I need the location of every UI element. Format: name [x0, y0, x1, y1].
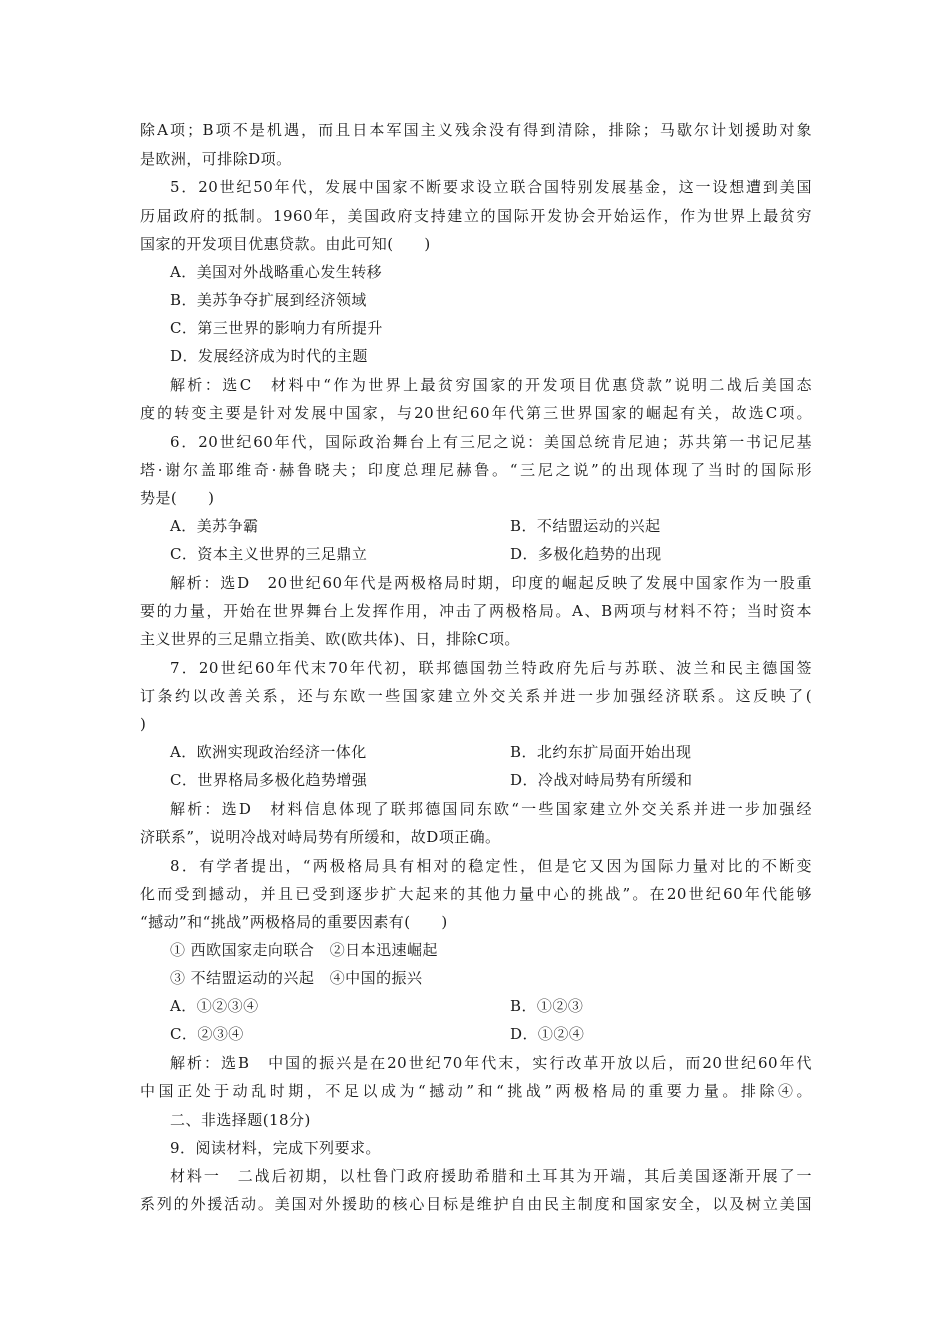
- question-9-stem: 9．阅读材料，完成下列要求。: [170, 1139, 381, 1157]
- option-a: A．美国对外战略重心发生转移: [170, 263, 383, 281]
- text-line: 订条约以改善关系，还与东欧一些国家建立外交关系并进一步加强经济联系。这反映了(: [140, 687, 812, 705]
- text-line: 度的转变主要是针对发展中国家，与20世纪60年代第三世界国家的崛起有关，故选C项。: [140, 404, 812, 422]
- option-a: A．欧洲实现政治经济一体化: [170, 743, 367, 761]
- text-line: 国家的开发项目优惠贷款。由此可知( ): [140, 235, 431, 253]
- option-c: C．②③④: [170, 1025, 244, 1043]
- option-b: B．①②③: [510, 997, 584, 1015]
- option-b: B．美苏争夺扩展到经济领域: [170, 291, 367, 309]
- text-line: 历届政府的抵制。1960年，美国政府支持建立的国际开发协会开始运作，作为世界上最贫穷: [140, 207, 812, 225]
- text-line: “撼动”和“挑战”两极格局的重要因素有( ): [140, 913, 448, 931]
- option-c: C．资本主义世界的三足鼎立: [170, 545, 368, 563]
- text-line: 中国正处于动乱时期，不足以成为“撼动”和“挑战”两极格局的重要力量。排除④。: [140, 1082, 812, 1100]
- statement-line: ③ 不结盟运动的兴起 ④中国的振兴: [170, 969, 423, 987]
- question-8-stem: 8．有学者提出，“两极格局具有相对的稳定性，但是它又因为国际力量对比的不断变: [170, 857, 812, 875]
- text-line: 主义世界的三足鼎立指美、欧(欧共体)、日，排除C项。: [140, 630, 520, 648]
- option-a: A．①②③④: [170, 997, 259, 1015]
- option-c: C．第三世界的影响力有所提升: [170, 319, 383, 337]
- text-line: 化而受到撼动，并且已受到逐步扩大起来的其他力量中心的挑战”。在20世纪60年代能够: [140, 885, 812, 903]
- analysis-7: 解析：选D 材料信息体现了联邦德国同东欧“一些国家建立外交关系并进一步加强经: [170, 800, 812, 818]
- text-line: 要的力量，开始在世界舞台上发挥作用，冲击了两极格局。A、B两项与材料不符；当时资本: [140, 602, 812, 620]
- section-heading: 二、非选择题(18分): [170, 1111, 311, 1129]
- text-line: 塔·谢尔盖耶维奇·赫鲁晓夫；印度总理尼赫鲁。“三尼之说”的出现体现了当时的国际形: [140, 461, 812, 479]
- text-line: 势是( ): [140, 489, 215, 507]
- option-d: D．多极化趋势的出现: [510, 545, 662, 563]
- option-c: C．世界格局多极化趋势增强: [170, 771, 368, 789]
- question-7-stem: 7．20世纪60年代末70年代初，联邦德国勃兰特政府先后与苏联、波兰和民主德国签: [170, 659, 812, 677]
- analysis-8: 解析：选B 中国的振兴是在20世纪70年代末，实行改革开放以后，而20世纪60年代: [170, 1054, 812, 1072]
- option-a: A．美苏争霸: [170, 517, 259, 535]
- text-line: 系列的外援活动。美国对外援助的核心目标是维护自由民主制度和国家安全，以及树立美国: [140, 1195, 812, 1213]
- option-d: D．①②④: [510, 1025, 585, 1043]
- material-1: 材料一 二战后初期，以杜鲁门政府援助希腊和土耳其为开端，其后美国逐渐开展了一: [170, 1167, 812, 1185]
- option-b: B．不结盟运动的兴起: [510, 517, 661, 535]
- option-d: D．发展经济成为时代的主题: [170, 347, 368, 365]
- text-line: 是欧洲，可排除D项。: [140, 150, 292, 168]
- analysis-5: 解析：选C 材料中“作为世界上最贫穷国家的开发项目优惠贷款”说明二战后美国态: [170, 376, 812, 394]
- question-6-stem: 6．20世纪60年代，国际政治舞台上有三尼之说：美国总统肯尼迪；苏共第一书记尼基: [170, 433, 812, 451]
- analysis-6: 解析：选D 20世纪60年代是两极格局时期，印度的崛起反映了发展中国家作为一股重: [170, 574, 812, 592]
- text-line: 除A项；B项不是机遇，而且日本军国主义残余没有得到清除，排除；马歇尔计划援助对象: [140, 121, 812, 139]
- question-5-stem: 5．20世纪50年代，发展中国家不断要求设立联合国特别发展基金，这一设想遭到美国: [170, 178, 812, 196]
- option-d: D．冷战对峙局势有所缓和: [510, 771, 693, 789]
- text-line: 济联系”，说明冷战对峙局势有所缓和，故D项正确。: [140, 828, 501, 846]
- statement-line: ① 西欧国家走向联合 ②日本迅速崛起: [170, 941, 438, 959]
- option-b: B．北约东扩局面开始出现: [510, 743, 692, 761]
- text-line: ): [140, 715, 147, 733]
